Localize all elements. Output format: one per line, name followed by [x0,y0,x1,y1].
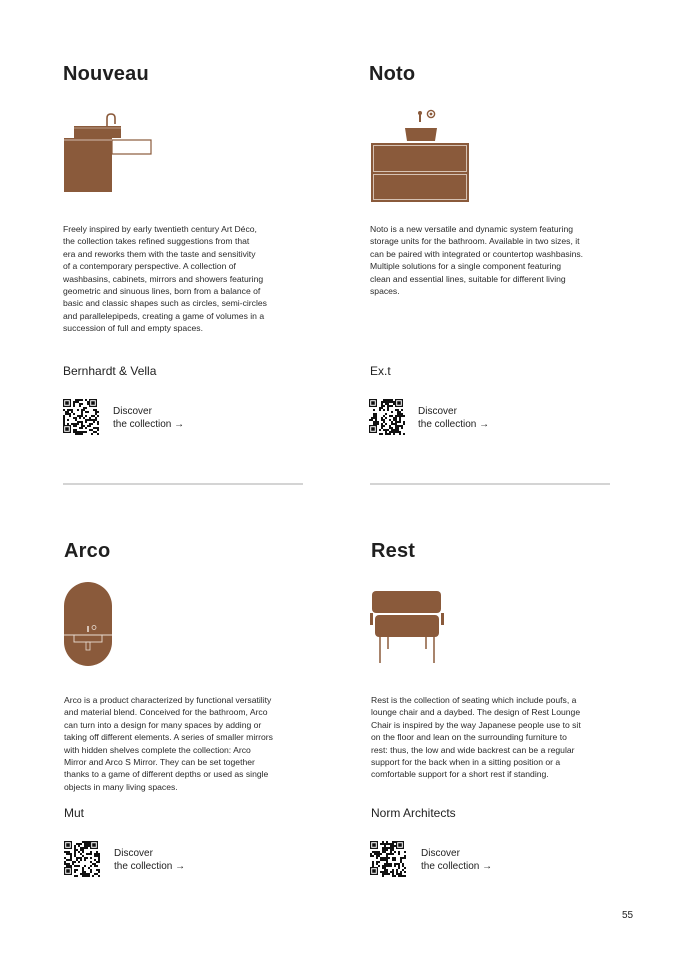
rest-product-illustration [370,589,444,665]
page-number: 55 [622,910,634,921]
arco-discover-link[interactable]: Discover the collection → [114,848,186,872]
noto-discover-link[interactable]: Discover the collection → [418,406,490,430]
arco-description: Arco is a product characterized by functional versatility and material blend. Conceived for the bathroom, Arco can turn into a design for many spaces by adding or taking off different elements. A series of smaller mirrors with hidden shelves complete the collection: Arco Mirror and Arco S Mirror. They can be set together thanks to a game of different depths or used as single objects in many living spaces. [64,695,273,792]
nouveau-designer: Bernhardt & Vella [63,364,157,378]
noto-qr-code[interactable] [369,399,405,435]
noto-title: Noto [369,63,416,85]
noto-description: Noto is a new versatile and dynamic system featuring storage units for the bathroom. Available in two sizes, it can be paired with integrated or countertop washbasins. Multiple solutions for a single component featuring clean and essential lines, suitable for different living spaces. [370,224,584,297]
divider-left [63,483,303,485]
rest-description: Rest is the collection of seating which include poufs, a lounge chair and a daybed. The design of Rest Lounge Chair is inspired by the way Japanese people use to sit on the floor and lean on the surrounding furniture to rest: thus, the low and wide backrest can be a regular support for the back when in a sitting position or a comfortable support for a short rest if standing. [371,695,581,780]
arco-designer: Mut [64,806,85,820]
arco-qr-code[interactable] [64,841,100,877]
rest-discover-link[interactable]: Discover the collection → [421,848,493,872]
nouveau-qr-code[interactable] [63,399,99,435]
nouveau-title: Nouveau [63,63,149,85]
arco-product-illustration [62,580,114,668]
noto-product-illustration [369,108,471,204]
nouveau-product-illustration [62,112,154,194]
noto-designer: Ex.t [370,364,391,378]
nouveau-description: Freely inspired by early twentieth century Art Déco, the collection takes refined suggestions from that era and reworks them with the taste and sensitivity of a contemporary perspective. A collection of washbasins, cabinets, mirrors and showers featuring geometric and sinuous lines, born from a balance of basic and classic shapes such as circles, semi-circles and parallelepipeds, creating a game of volumes in a succession of full and empty spaces. [63,224,267,334]
rest-qr-code[interactable] [370,841,406,877]
rest-title: Rest [371,540,416,562]
nouveau-discover-link[interactable]: Discover the collection → [113,406,185,430]
rest-designer: Norm Architects [371,806,456,820]
arco-title: Arco [64,540,111,562]
divider-right [370,483,610,485]
